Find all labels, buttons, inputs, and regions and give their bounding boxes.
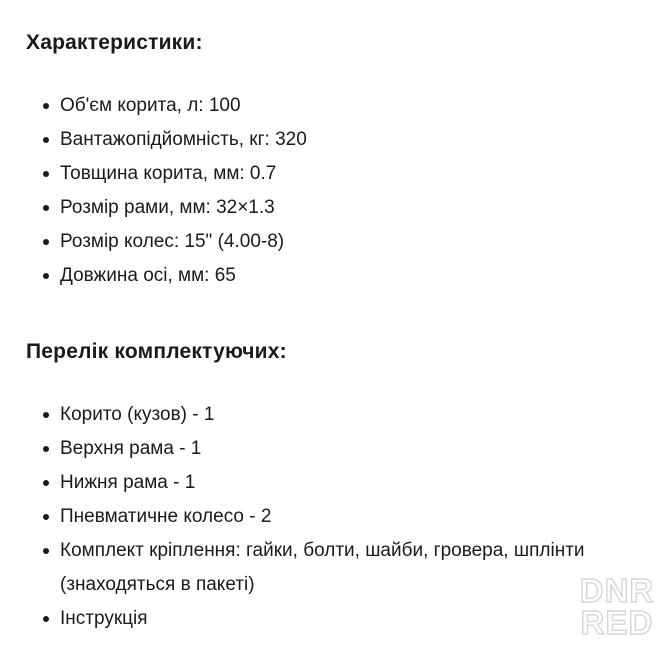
list-item-text: Пневматичне колесо - 2 — [60, 506, 272, 527]
bullet-icon — [43, 548, 49, 554]
specifications-list — [26, 89, 626, 293]
bullet-icon — [43, 446, 49, 452]
list-item-text: Корито (кузов) - 1 — [60, 404, 215, 425]
watermark-logo — [576, 572, 658, 642]
list-item-text: Довжина осі, мм: 65 — [60, 265, 236, 286]
bullet-icon — [43, 137, 49, 143]
bullet-icon — [43, 514, 49, 520]
list-item — [26, 259, 626, 293]
list-item — [26, 225, 626, 259]
list-item — [26, 89, 626, 123]
bullet-icon — [43, 171, 49, 177]
bullet-icon — [43, 616, 49, 622]
list-item — [26, 191, 626, 225]
list-item-text: Об'єм корита, л: 100 — [60, 95, 241, 116]
components-list — [26, 398, 626, 636]
watermark-line-1: DNR — [579, 572, 655, 609]
components-heading: Перелік комплектуючих: — [26, 340, 287, 363]
list-item — [26, 157, 626, 191]
list-item-text: Комплект кріплення: гайки, болти, шайби, гровера, шплінти (знаходяться в пакеті) — [60, 540, 585, 595]
list-item — [26, 500, 626, 534]
bullet-icon — [43, 239, 49, 245]
list-item-text: Розмір рами, мм: 32×1.3 — [60, 197, 275, 218]
bullet-icon — [43, 205, 49, 211]
bullet-icon — [43, 412, 49, 418]
list-item-text: Нижня рама - 1 — [60, 472, 196, 493]
list-item — [26, 432, 626, 466]
list-item — [26, 602, 626, 636]
bullet-icon — [43, 480, 49, 486]
list-item-text: Верхня рама - 1 — [60, 438, 202, 459]
list-item-text: Розмір колес: 15" (4.00-8) — [60, 231, 285, 252]
list-item — [26, 466, 626, 500]
list-item — [26, 398, 626, 432]
bullet-icon — [43, 273, 49, 279]
list-item — [26, 534, 626, 602]
list-item-text: Вантажопідйомність, кг: 320 — [60, 129, 307, 150]
bullet-icon — [43, 103, 49, 109]
specifications-heading: Характеристики: — [26, 31, 203, 54]
list-item — [26, 123, 626, 157]
list-item-text: Інструкція — [60, 608, 148, 629]
list-item-text: Товщина корита, мм: 0.7 — [60, 163, 277, 184]
watermark-line-2: RED — [580, 604, 654, 641]
